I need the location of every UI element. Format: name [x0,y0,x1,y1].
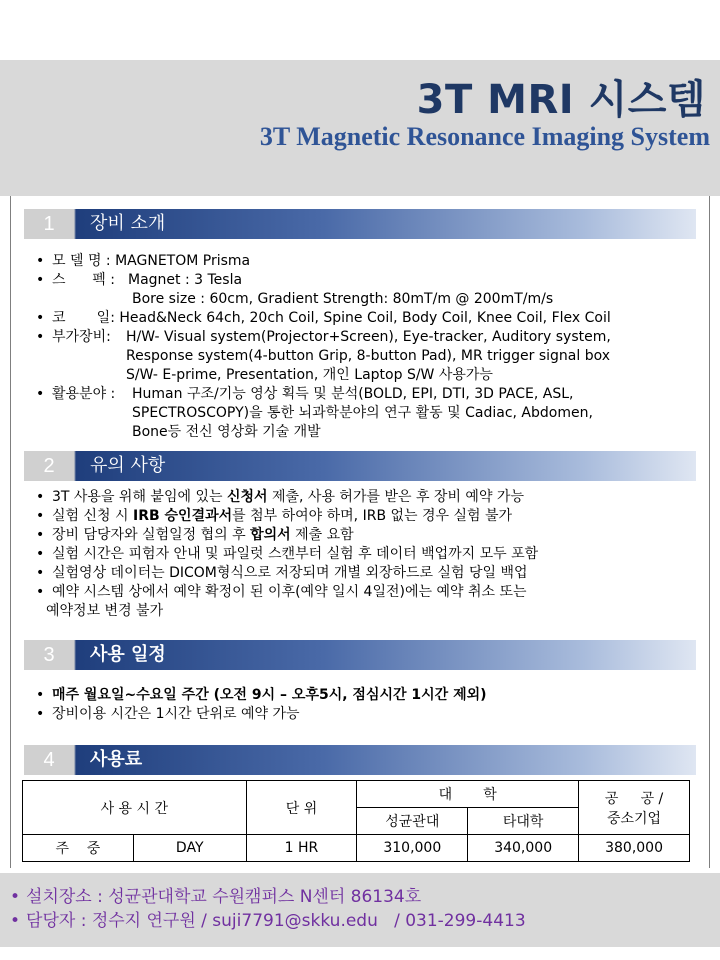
application-line-2: SPECTROSCOPY)을 통한 뇌과학분야의 연구 활동 및 Cadiac, Abdomen, [132,405,593,421]
equipment-line-2: Response system(4-button Grip, 8-button Pad), MR trigger signal box [126,348,611,364]
list-item [36,583,538,621]
section-2-number: 2 [43,455,55,477]
list-item [36,328,611,385]
notice-text: 실험영상 데이터는 DICOM형식으로 저장되며 개별 외장하드로 실험 당일 백업 [52,565,528,581]
contact-footer [0,873,720,947]
application-line-3: Bone등 전신 영상화 기술 개발 [132,424,321,440]
spec-line-1: Magnet : 3 Tesla [128,272,243,288]
section-1-number: 1 [43,213,55,235]
coil-value: Head&Neck 64ch, 20ch Coil, Spine Coil, Body Coil, Knee Coil, Flex Coil [119,310,611,326]
header-public-line-1: 공 공 / [604,790,664,807]
cell-other-fee: 340,000 [468,835,579,862]
notice-emphasis: 합의서 [250,527,291,543]
cell-period: 주 중 [23,835,134,862]
location-info: • 설치장소 : 성균관대학교 수원캠퍼스 N센터 86134호 [10,882,421,907]
model-value: MAGNETOM Prisma [115,253,251,269]
table-row [23,781,690,808]
list-item [36,385,611,442]
fee-table [22,780,690,862]
spec-line-2: Bore size : 60cm, Gradient Strength: 80mT/m @ 200mT/m/s [132,291,554,307]
notice-text: 제출, 사용 허가를 받은 후 장비 예약 가능 [267,489,524,505]
list-item [36,526,538,545]
section-1-title: 장비 소개 [90,213,166,234]
section-4-header [24,745,696,775]
notice-text: 3T 사용을 위해 붙임에 있는 [52,489,227,505]
equipment-line-3: S/W- E-prime, Presentation, 개인 Laptop S/W 사용가능 [126,367,493,383]
section-3-title: 사용 일정 [90,644,166,665]
schedule-list [36,686,487,724]
notice-emphasis: IRB 승인결과서 [132,508,233,524]
model-label: 모 델 명 : [52,253,111,269]
section-4-number: 4 [43,749,55,771]
header-public [579,781,690,835]
list-item [36,705,487,724]
section-3-header [24,640,696,670]
notice-text: 실험 신청 시 [52,508,133,524]
list-item [36,252,611,271]
list-item [36,271,611,309]
notice-text: 를 첨부 하여야 하며, IRB 없는 경우 실험 불가 [232,508,513,524]
list-item [36,686,487,705]
cell-public-fee: 380,000 [579,835,690,862]
page-title: 3T MRI 시스템 [416,77,706,123]
notice-text-continued: 예약정보 변경 불가 [46,603,164,619]
cell-unit: 1 HR [246,835,357,862]
header-usage-time: 사 용 시 간 [23,781,247,835]
section-2-title: 유의 사항 [90,455,166,476]
notice-emphasis: 신청서 [226,489,268,505]
list-item [36,309,611,328]
header-public-line-2: 중소기업 [606,810,662,827]
table-row [23,835,690,862]
header-skku: 성균관대 [357,808,468,835]
cell-day: DAY [133,835,246,862]
page-subtitle: 3T Magnetic Resonance Imaging System [259,122,710,151]
section-3-number: 3 [43,644,55,666]
equipment-line-1: H/W- Visual system(Projector+Screen), Eye-tracker, Auditory system, [126,329,611,345]
schedule-text: 매주 월요일~수요일 주간 (오전 9시 – 오후5시, 점심시간 1시간 제외) [52,687,487,703]
application-line-1: Human 구조/기능 영상 획득 및 분석(BOLD, EPI, DTI, 3D PACE, ASL, [132,386,574,402]
section-2-header [24,451,696,481]
application-label: 활용분야 : [52,386,116,402]
header-unit: 단 위 [246,781,357,835]
header-other-univ: 타대학 [468,808,579,835]
cell-skku-fee: 310,000 [357,835,468,862]
notice-text: 실험 시간은 피험자 안내 및 파일럿 스캔부터 실험 후 데이터 백업까지 모두 포함 [52,546,539,562]
notice-text: 제출 요함 [290,527,354,543]
list-item [36,564,538,583]
notice-text: 예약 시스템 상에서 예약 확정이 된 이후(예약 일시 4일전)에는 예약 취소 또는 [52,584,527,600]
spec-label: 스 펙 : [52,272,115,288]
equipment-info-list [36,252,611,442]
coil-label: 코 일: [52,310,115,326]
section-1-header [24,209,696,239]
equipment-label: 부가장비: [52,329,111,345]
notice-text: 장비 담당자와 실험일정 협의 후 [52,527,251,543]
list-item [36,545,538,564]
notice-list [36,488,538,621]
contact-info: • 담당자 : 정수지 연구원 / suji7791@skku.edu / 031-299-4413 [10,906,526,931]
schedule-text: 장비이용 시간은 1시간 단위로 예약 가능 [52,706,300,722]
list-item [36,507,538,526]
page-header [0,60,720,196]
list-item [36,488,538,507]
section-4-title: 사용료 [90,749,143,770]
header-university: 대 학 [357,781,579,808]
